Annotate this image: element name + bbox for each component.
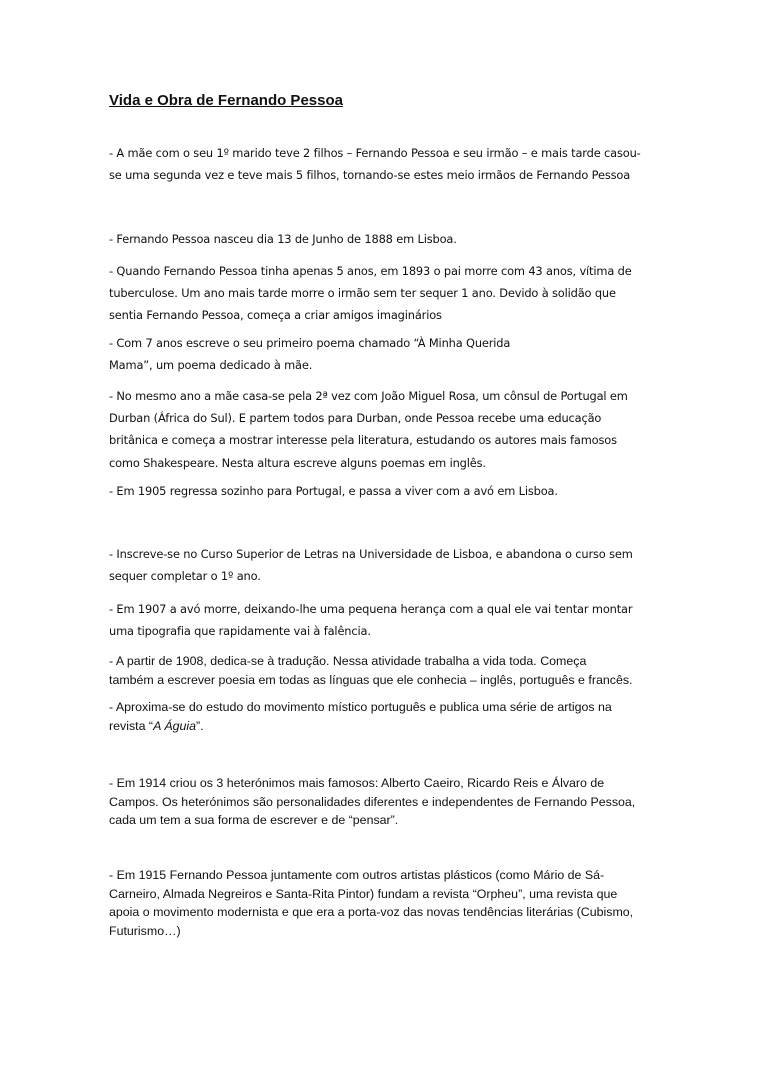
text-line: - Em 1915 Fernando Pessoa juntamente com outros artistas plásticos (como Mário de Sá- (109, 868, 605, 882)
text-line: - Aproxima-se do estudo do movimento místico português e publica uma série de artigos na (109, 700, 612, 714)
paragraph-birth (109, 228, 664, 250)
paragraph-translation (109, 652, 664, 689)
paragraph-return-portugal (109, 480, 664, 502)
text-line: sentia Fernando Pessoa, começa a criar amigos imaginários (109, 308, 442, 323)
text-line: - Inscreve-se no Curso Superior de Letras na Universidade de Lisboa, e abandona o curso sem (109, 547, 633, 561)
text-line: - Em 1914 criou os 3 heterónimos mais famosos: Alberto Caeiro, Ricardo Reis e Álvaro de (109, 776, 605, 790)
text-line: Carneiro, Almada Negreiros e Santa-Rita Pintor) fundam a revista “Orpheu”, uma revista que (109, 886, 618, 901)
text-line: sequer completar o 1º ano. (109, 569, 261, 584)
text-line: cada um tem a sua forma de escrever e de “pensar”. (109, 813, 399, 828)
text-line: também a escrever poesia em todas as línguas que ele conhecia – inglês, português e francês. (109, 672, 633, 687)
paragraph-mystic-movement (109, 698, 664, 735)
paragraph-mother-marriage (109, 142, 664, 186)
text-line: se uma segunda vez e teve mais 5 filhos, tornando-se estes meio irmãos de Fernando Pessoa (109, 168, 631, 183)
text-line: britânica e começa a mostrar interesse pela literatura, estudando os autores mais famosos (109, 433, 617, 448)
text-line: Futurismo…) (109, 923, 181, 938)
text-line: - Fernando Pessoa nasceu dia 13 de Junho de 1888 em Lisboa. (109, 232, 457, 246)
text-line: - No mesmo ano a mãe casa-se pela 2ª vez com João Miguel Rosa, um cônsul de Portugal em (109, 389, 628, 403)
text-line: - Quando Fernando Pessoa tinha apenas 5 anos, em 1893 o pai morre com 43 anos, vítima de (109, 264, 632, 278)
paragraph-first-poem (109, 332, 664, 376)
text-line: - Com 7 anos escreve o seu primeiro poema chamado “À Minha Querida (109, 336, 511, 350)
paragraph-orpheu (109, 866, 664, 940)
paragraph-heteronyms (109, 774, 664, 830)
page-title: Vida e Obra de Fernando Pessoa (109, 92, 343, 109)
text-run: revista “ (109, 718, 154, 733)
paragraph-childhood (109, 260, 664, 327)
text-line: - A mãe com o seu 1º marido teve 2 filhos – Fernando Pessoa e seu irmão – e mais tarde casou- (109, 146, 641, 160)
text-line: - A partir de 1908, dedica-se à tradução. Nessa atividade trabalha a vida toda. Começa (109, 654, 587, 668)
text-line: Mama”, um poema dedicado à mãe. (109, 358, 313, 373)
text-line: Campos. Os heterónimos são personalidades diferentes e independentes de Fernando Pessoa, (109, 794, 636, 809)
text-line: tuberculose. Um ano mais tarde morre o irmão sem ter sequer 1 ano. Devido à solidão que (109, 286, 616, 301)
text-line: apoia o movimento modernista e que era a porta-voz das novas tendências literárias (Cubismo, (109, 905, 634, 920)
paragraph-durban (109, 385, 664, 474)
paragraph-university (109, 543, 664, 587)
magazine-title: A Águia (153, 718, 197, 733)
text-line: Durban (África do Sul). E partem todos para Durban, onde Pessoa recebe uma educação (109, 411, 602, 426)
text-run: ”. (196, 718, 204, 733)
paragraph-typography (109, 598, 664, 642)
text-line: - Em 1907 a avó morre, deixando-lhe uma pequena herança com a qual ele vai tentar montar (109, 602, 633, 616)
text-line: - Em 1905 regressa sozinho para Portugal, e passa a viver com a avó em Lisboa. (109, 484, 558, 498)
text-line: como Shakespeare. Nesta altura escreve alguns poemas em inglês. (109, 455, 486, 470)
text-line: uma tipografia que rapidamente vai à falência. (109, 624, 371, 639)
text-line (109, 717, 664, 736)
